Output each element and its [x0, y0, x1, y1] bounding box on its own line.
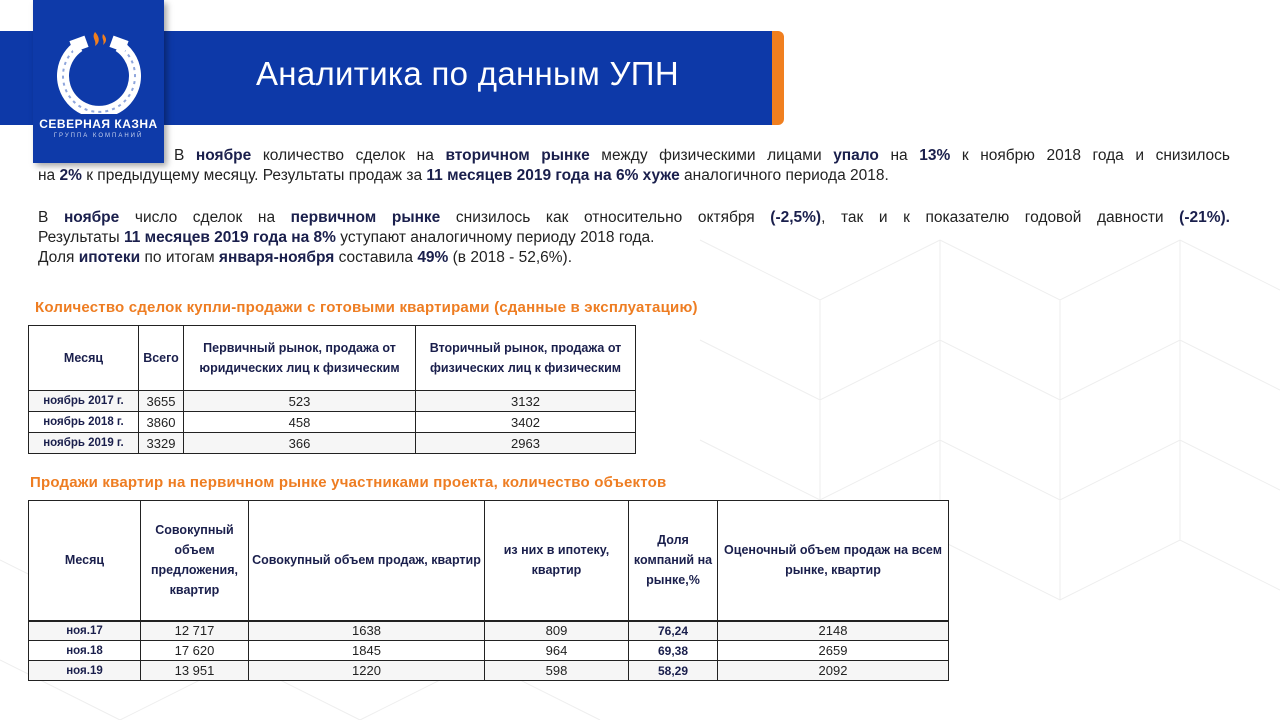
value-cell: 13 951 — [141, 661, 249, 681]
value-cell: 17 620 — [141, 641, 249, 661]
emphasis-text: 2% — [59, 167, 82, 184]
value-cell: 76,24 — [629, 621, 718, 641]
table-row — [29, 661, 949, 681]
value-cell: 2092 — [718, 661, 949, 681]
value-cell: 3132 — [416, 391, 636, 412]
paragraph-line — [38, 228, 1230, 248]
table-row — [29, 621, 949, 641]
value-cell: 3402 — [416, 412, 636, 433]
body-text: аналогичного периода 2018. — [679, 167, 889, 184]
column-header: Совокупный объем продаж, квартир — [249, 501, 485, 621]
horseshoe-flame-icon — [57, 28, 141, 114]
header-accent — [772, 31, 784, 125]
paragraph-primary-market — [38, 208, 1230, 268]
column-header: Первичный рынок, продажа от юридических лиц к физическим — [184, 326, 416, 391]
emphasis-text: 11 месяцев 2019 года на 6% хуже — [426, 167, 680, 184]
emphasis-text: упало — [833, 147, 879, 164]
body-text: к ноябрю 2018 года и снизилось — [950, 147, 1230, 164]
column-header: Совокупный объем предложения, квартир — [141, 501, 249, 621]
body-text: снизилось как относительно октября — [440, 209, 771, 226]
value-cell: 964 — [485, 641, 629, 661]
paragraph-line — [38, 208, 1230, 228]
table-row — [29, 641, 949, 661]
body-text: В — [174, 147, 196, 164]
value-cell: 69,38 — [629, 641, 718, 661]
value-cell: 1638 — [249, 621, 485, 641]
month-cell: ноя.17 — [29, 621, 141, 641]
month-cell: ноябрь 2018 г. — [29, 412, 139, 433]
value-cell: 3655 — [139, 391, 184, 412]
value-cell: 3329 — [139, 433, 184, 454]
emphasis-text: (-2,5%) — [770, 209, 822, 226]
logo-subtitle: ГРУППА КОМПАНИЙ — [53, 133, 144, 139]
column-header: Доля компаний на рынке,% — [629, 501, 718, 621]
paragraph-secondary-market — [38, 146, 1230, 186]
body-text: (в 2018 - 52,6%). — [448, 249, 573, 266]
value-cell: 1220 — [249, 661, 485, 681]
value-cell: 598 — [485, 661, 629, 681]
emphasis-text: вторичном рынке — [445, 147, 590, 164]
emphasis-text: ноябре — [195, 147, 252, 164]
page-title: Аналитика по данным УПН — [256, 55, 679, 92]
emphasis-text: 49% — [417, 249, 449, 266]
body-text: к предыдущему месяцу. Результаты продаж за — [81, 167, 427, 184]
emphasis-text: 11 месяцев 2019 года на 8% — [123, 229, 336, 246]
value-cell: 2659 — [718, 641, 949, 661]
body-text: по итогам — [140, 249, 219, 266]
body-text: между физическими лицами — [589, 147, 834, 164]
table-row — [29, 391, 636, 412]
value-cell: 523 — [184, 391, 416, 412]
emphasis-text: (-21%). — [1179, 209, 1230, 226]
body-text: В — [38, 209, 64, 226]
column-header: Вторичный рынок, продажа от физических лиц к физическим — [416, 326, 636, 391]
month-cell: ноя.19 — [29, 661, 141, 681]
table-row — [29, 412, 636, 433]
emphasis-text: ипотеки — [78, 249, 141, 266]
body-text: уступают аналогичному периоду 2018 года. — [335, 229, 655, 246]
body-text: на — [38, 167, 60, 184]
body-text: Результаты — [38, 229, 124, 246]
column-header: из них в ипотеку, квартир — [485, 501, 629, 621]
emphasis-text: 13% — [919, 147, 951, 164]
body-text: количество сделок на — [251, 147, 446, 164]
ready-apartments-table — [28, 325, 636, 454]
body-text: составила — [334, 249, 418, 266]
table-row — [29, 433, 636, 454]
paragraph-line — [38, 166, 1230, 186]
body-text: на — [878, 147, 920, 164]
project-sales-table — [28, 500, 949, 681]
value-cell: 366 — [184, 433, 416, 454]
company-logo — [33, 0, 164, 163]
value-cell: 458 — [184, 412, 416, 433]
column-header: Месяц — [29, 501, 141, 621]
value-cell: 2148 — [718, 621, 949, 641]
body-text: , так и к показателю годовой давности — [821, 209, 1180, 226]
section-title-project-sales: Продажи квартир на первичном рынке участниками проекта, количество объектов — [30, 474, 667, 491]
column-header: Оценочный объем продаж на всем рынке, квартир — [718, 501, 949, 621]
column-header: Месяц — [29, 326, 139, 391]
body-text: Доля — [38, 249, 79, 266]
month-cell: ноябрь 2019 г. — [29, 433, 139, 454]
value-cell: 12 717 — [141, 621, 249, 641]
value-cell: 58,29 — [629, 661, 718, 681]
emphasis-text: ноябре — [63, 209, 120, 226]
logo-name: СЕВЕРНАЯ КАЗНА — [39, 117, 158, 131]
table-header-row — [29, 501, 949, 621]
column-header: Всего — [139, 326, 184, 391]
paragraph-line — [38, 146, 1230, 166]
month-cell: ноя.18 — [29, 641, 141, 661]
value-cell: 809 — [485, 621, 629, 641]
month-cell: ноябрь 2017 г. — [29, 391, 139, 412]
emphasis-text: первичном рынке — [290, 209, 441, 226]
value-cell: 3860 — [139, 412, 184, 433]
section-title-ready-apartments: Количество сделок купли-продажи с готовыми квартирами (сданные в эксплуатацию) — [35, 299, 698, 316]
emphasis-text: января-ноября — [218, 249, 335, 266]
value-cell: 2963 — [416, 433, 636, 454]
paragraph-line — [38, 248, 1230, 268]
value-cell: 1845 — [249, 641, 485, 661]
body-text: число сделок на — [119, 209, 291, 226]
table-header-row — [29, 326, 636, 391]
